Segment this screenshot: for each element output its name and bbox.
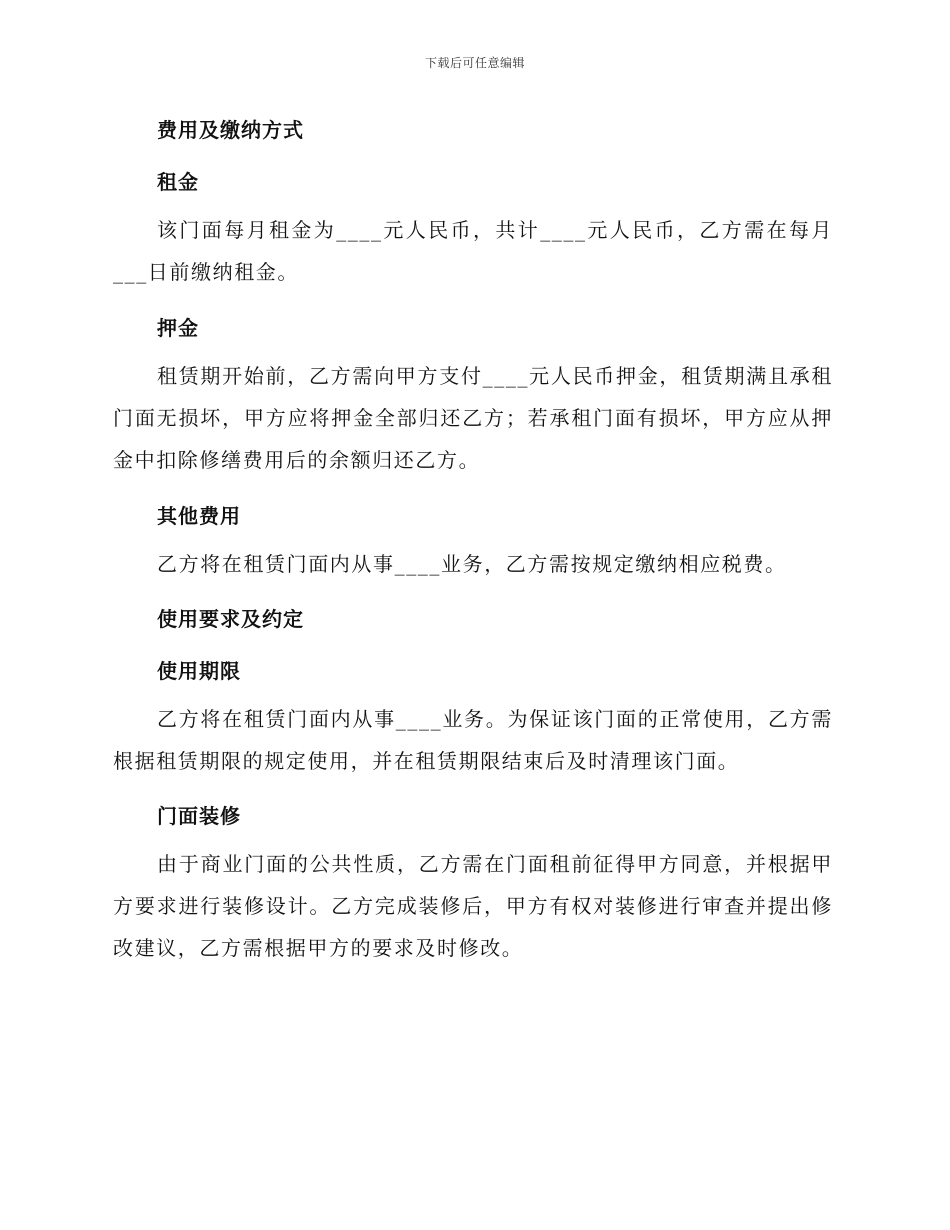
paragraph-other-fees: 乙方将在租赁门面内从事____业务，乙方需按规定缴纳相应税费。	[157, 552, 787, 576]
subheading-term: 使用期限	[157, 659, 241, 683]
page-header: 下载后可任意编辑	[424, 56, 525, 70]
subheading-other-fees: 其他费用	[157, 504, 241, 528]
section-heading-usage: 使用要求及约定	[157, 607, 304, 631]
paragraph-decoration: 由于商业门面的公共性质，乙方需在门面租前征得甲方同意，并根据甲方要求进行装修设计。乙方完成装修后，甲方有权对装修进行审查并提出修改建议，乙方需根据甲方的要求及时修改。	[113, 852, 833, 960]
subheading-decoration: 门面装修	[157, 804, 241, 828]
subheading-rent: 租金	[157, 170, 199, 194]
paragraph-deposit: 租赁期开始前，乙方需向甲方支付____元人民币押金，租赁期满且承租门面无损坏，甲方应将押金全部归还乙方；若承租门面有损坏，甲方应从押金中扣除修缮费用后的余额归还乙方。	[113, 364, 833, 472]
paragraph-term: 乙方将在租赁门面内从事____业务。为保证该门面的正常使用，乙方需根据租赁期限的规定使用，并在租赁期限结束后及时清理该门面。	[113, 707, 833, 773]
subheading-deposit: 押金	[157, 316, 199, 340]
paragraph-rent: 该门面每月租金为____元人民币，共计____元人民币，乙方需在每月___日前缴纳租金。	[113, 218, 833, 284]
section-heading-fees: 费用及缴纳方式	[157, 118, 304, 142]
